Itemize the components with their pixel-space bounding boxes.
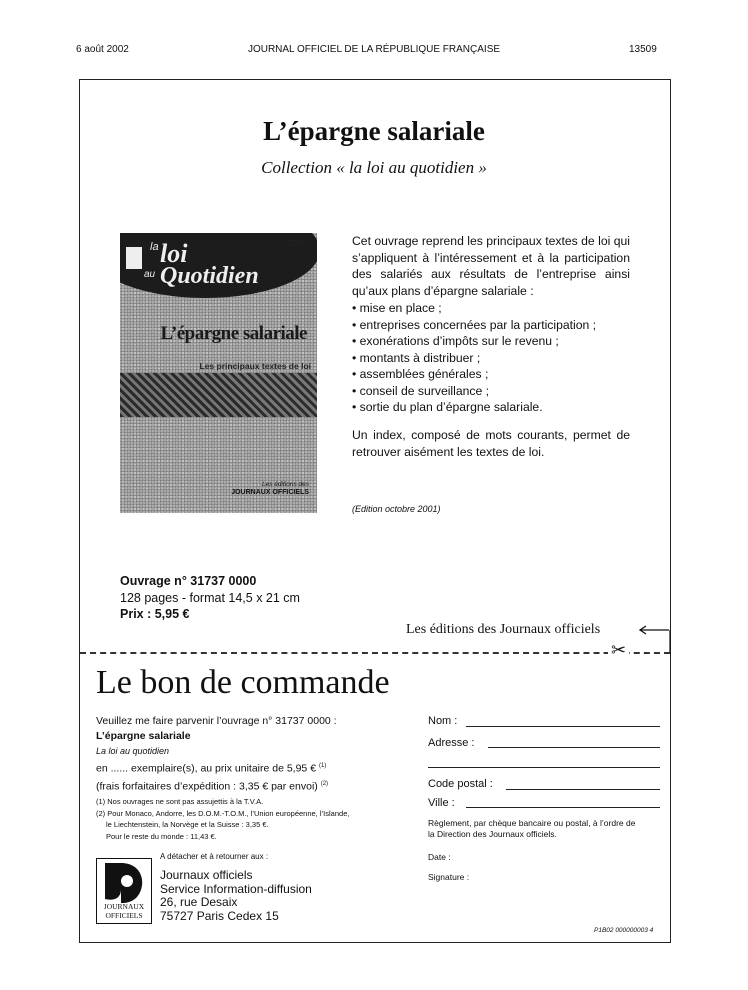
cover-publisher-line2: JOURNAUX OFFICIELS [231, 489, 309, 496]
code-postal-label: Code postal : [428, 778, 493, 790]
footnote-2-line3: Pour le reste du monde : 11,43 €. [106, 831, 217, 841]
order-footnotes [96, 796, 349, 842]
cover-series-loi: loi [160, 239, 188, 268]
contents-item: • mise en place ; [352, 300, 642, 317]
cover-publisher-line1: Les éditions des [262, 481, 309, 488]
edition-note: (Edition octobre 2001) [352, 504, 441, 514]
product-price: Prix : 5,95 € [120, 607, 190, 621]
journaux-officiels-logo [96, 858, 152, 924]
contents-list [352, 300, 642, 416]
adresse-input[interactable] [488, 747, 660, 748]
payment-line1: Règlement, par chèque bancaire ou postal, à l’ordre de [428, 818, 636, 828]
book-title: L’épargne salariale [263, 116, 485, 146]
send-to-label: A détacher et à retourner aux : [160, 852, 269, 861]
logo-text-line1: JOURNAUX [103, 902, 145, 911]
address-line: 75727 Paris Cedex 15 [160, 908, 279, 923]
adresse-label: Adresse : [428, 737, 475, 749]
product-format: 128 pages - format 14,5 x 21 cm [120, 590, 300, 605]
shipping-line: (frais forfaitaires d’expédition : 3,35 € par envoi) [96, 780, 318, 792]
scissors-icon: ✂ [608, 640, 629, 661]
product-ref: Ouvrage n° 31737 0000 [120, 574, 257, 588]
arrow-left-icon [638, 623, 670, 637]
footnote-1: (1) Nos ouvrages ne sont pas assujettis à la T.V.A. [96, 797, 264, 806]
adresse-input-line2[interactable] [428, 767, 660, 768]
nom-input[interactable] [466, 726, 660, 727]
logo-text [97, 903, 151, 920]
shipping-note-ref: (2) [320, 780, 329, 787]
address-line: Journaux officiels [160, 868, 253, 882]
publisher-name: Les éditions des Journaux officiels [406, 622, 601, 637]
date-label: Date : [428, 852, 451, 862]
contents-item: • assemblées générales ; [352, 366, 642, 383]
return-address [160, 869, 312, 923]
order-details [96, 714, 337, 794]
cover-series-la: la [150, 241, 159, 253]
header-date: 6 août 2002 [76, 44, 129, 55]
cover-jo-logo-icon [126, 247, 142, 269]
order-book-title: L’épargne salariale [96, 730, 191, 742]
cover-year: 2001 [288, 239, 306, 248]
order-collection: La loi au quotidien [96, 746, 170, 756]
footnote-2-line2: le Liechtenstein, la Norvège et la Suisse : 3,35 €. [106, 820, 269, 829]
order-intro: Veuillez me faire parvenir l’ouvrage n° 31737 0000 : [96, 715, 337, 727]
header-page-number: 13509 [629, 44, 657, 55]
cut-line [80, 652, 670, 654]
quantity-note-ref: (1) [318, 763, 327, 769]
cover-series-au: au [144, 269, 156, 280]
book-description: Cet ouvrage reprend les principaux textes de loi qui s’appliquent à l’intéressement et à la participation des salariés aux résultats de l’entreprise ainsi qu’aux plans d’épargne salariale : [352, 234, 630, 298]
header-journal: JOURNAL OFFICIEL DE LA RÉPUBLIQUE FRANÇAISE [247, 44, 501, 55]
order-form-heading: Le bon de commande [96, 664, 390, 701]
quantity-line[interactable]: en ...... exemplaire(s), au prix unitaire de 5,95 € [96, 762, 317, 775]
arrow-connector [669, 620, 671, 654]
signature-label: Signature : [428, 872, 470, 882]
payment-line2: la Direction des Journaux officiels. [428, 829, 557, 839]
cover-photo-band [120, 373, 317, 417]
ville-input[interactable] [466, 807, 660, 808]
cover-title: L’épargne salariale [160, 323, 307, 344]
code-postal-input[interactable] [506, 789, 660, 790]
form-reference: P1B02 000000003 4 [594, 927, 654, 934]
contents-item: • entreprises concernées par la participation ; [352, 317, 642, 334]
footnote-2-line1: (2) Pour Monaco, Andorre, les D.O.M.-T.O.M., l’Union européenne, l’Islande, [96, 808, 350, 818]
book-cover [120, 233, 317, 513]
contents-item: • exonérations d’impôts sur le revenu ; [352, 333, 642, 350]
address-line: 26, rue Desaix [160, 895, 238, 909]
ville-label: Ville : [428, 797, 455, 809]
nom-label: Nom : [428, 715, 458, 727]
contents-item: • sortie du plan d’épargne salariale. [352, 399, 642, 416]
cover-series-quotidien: Quotidien [160, 263, 259, 289]
logo-text-line2: OFFICIELS [105, 910, 143, 920]
contents-item: • conseil de surveillance ; [352, 383, 642, 400]
index-text: Un index, composé de mots courants, permet de retrouver aisément les textes de loi. [352, 428, 630, 459]
payment-instructions [428, 818, 635, 840]
collection-subtitle: Collection « la loi au quotidien » [261, 158, 487, 177]
product-info [120, 573, 300, 623]
cover-subtitle: Les principaux textes de loi [199, 361, 311, 371]
address-line: Service Information-diffusion [160, 881, 312, 896]
contents-item: • montants à distribuer ; [352, 350, 642, 367]
